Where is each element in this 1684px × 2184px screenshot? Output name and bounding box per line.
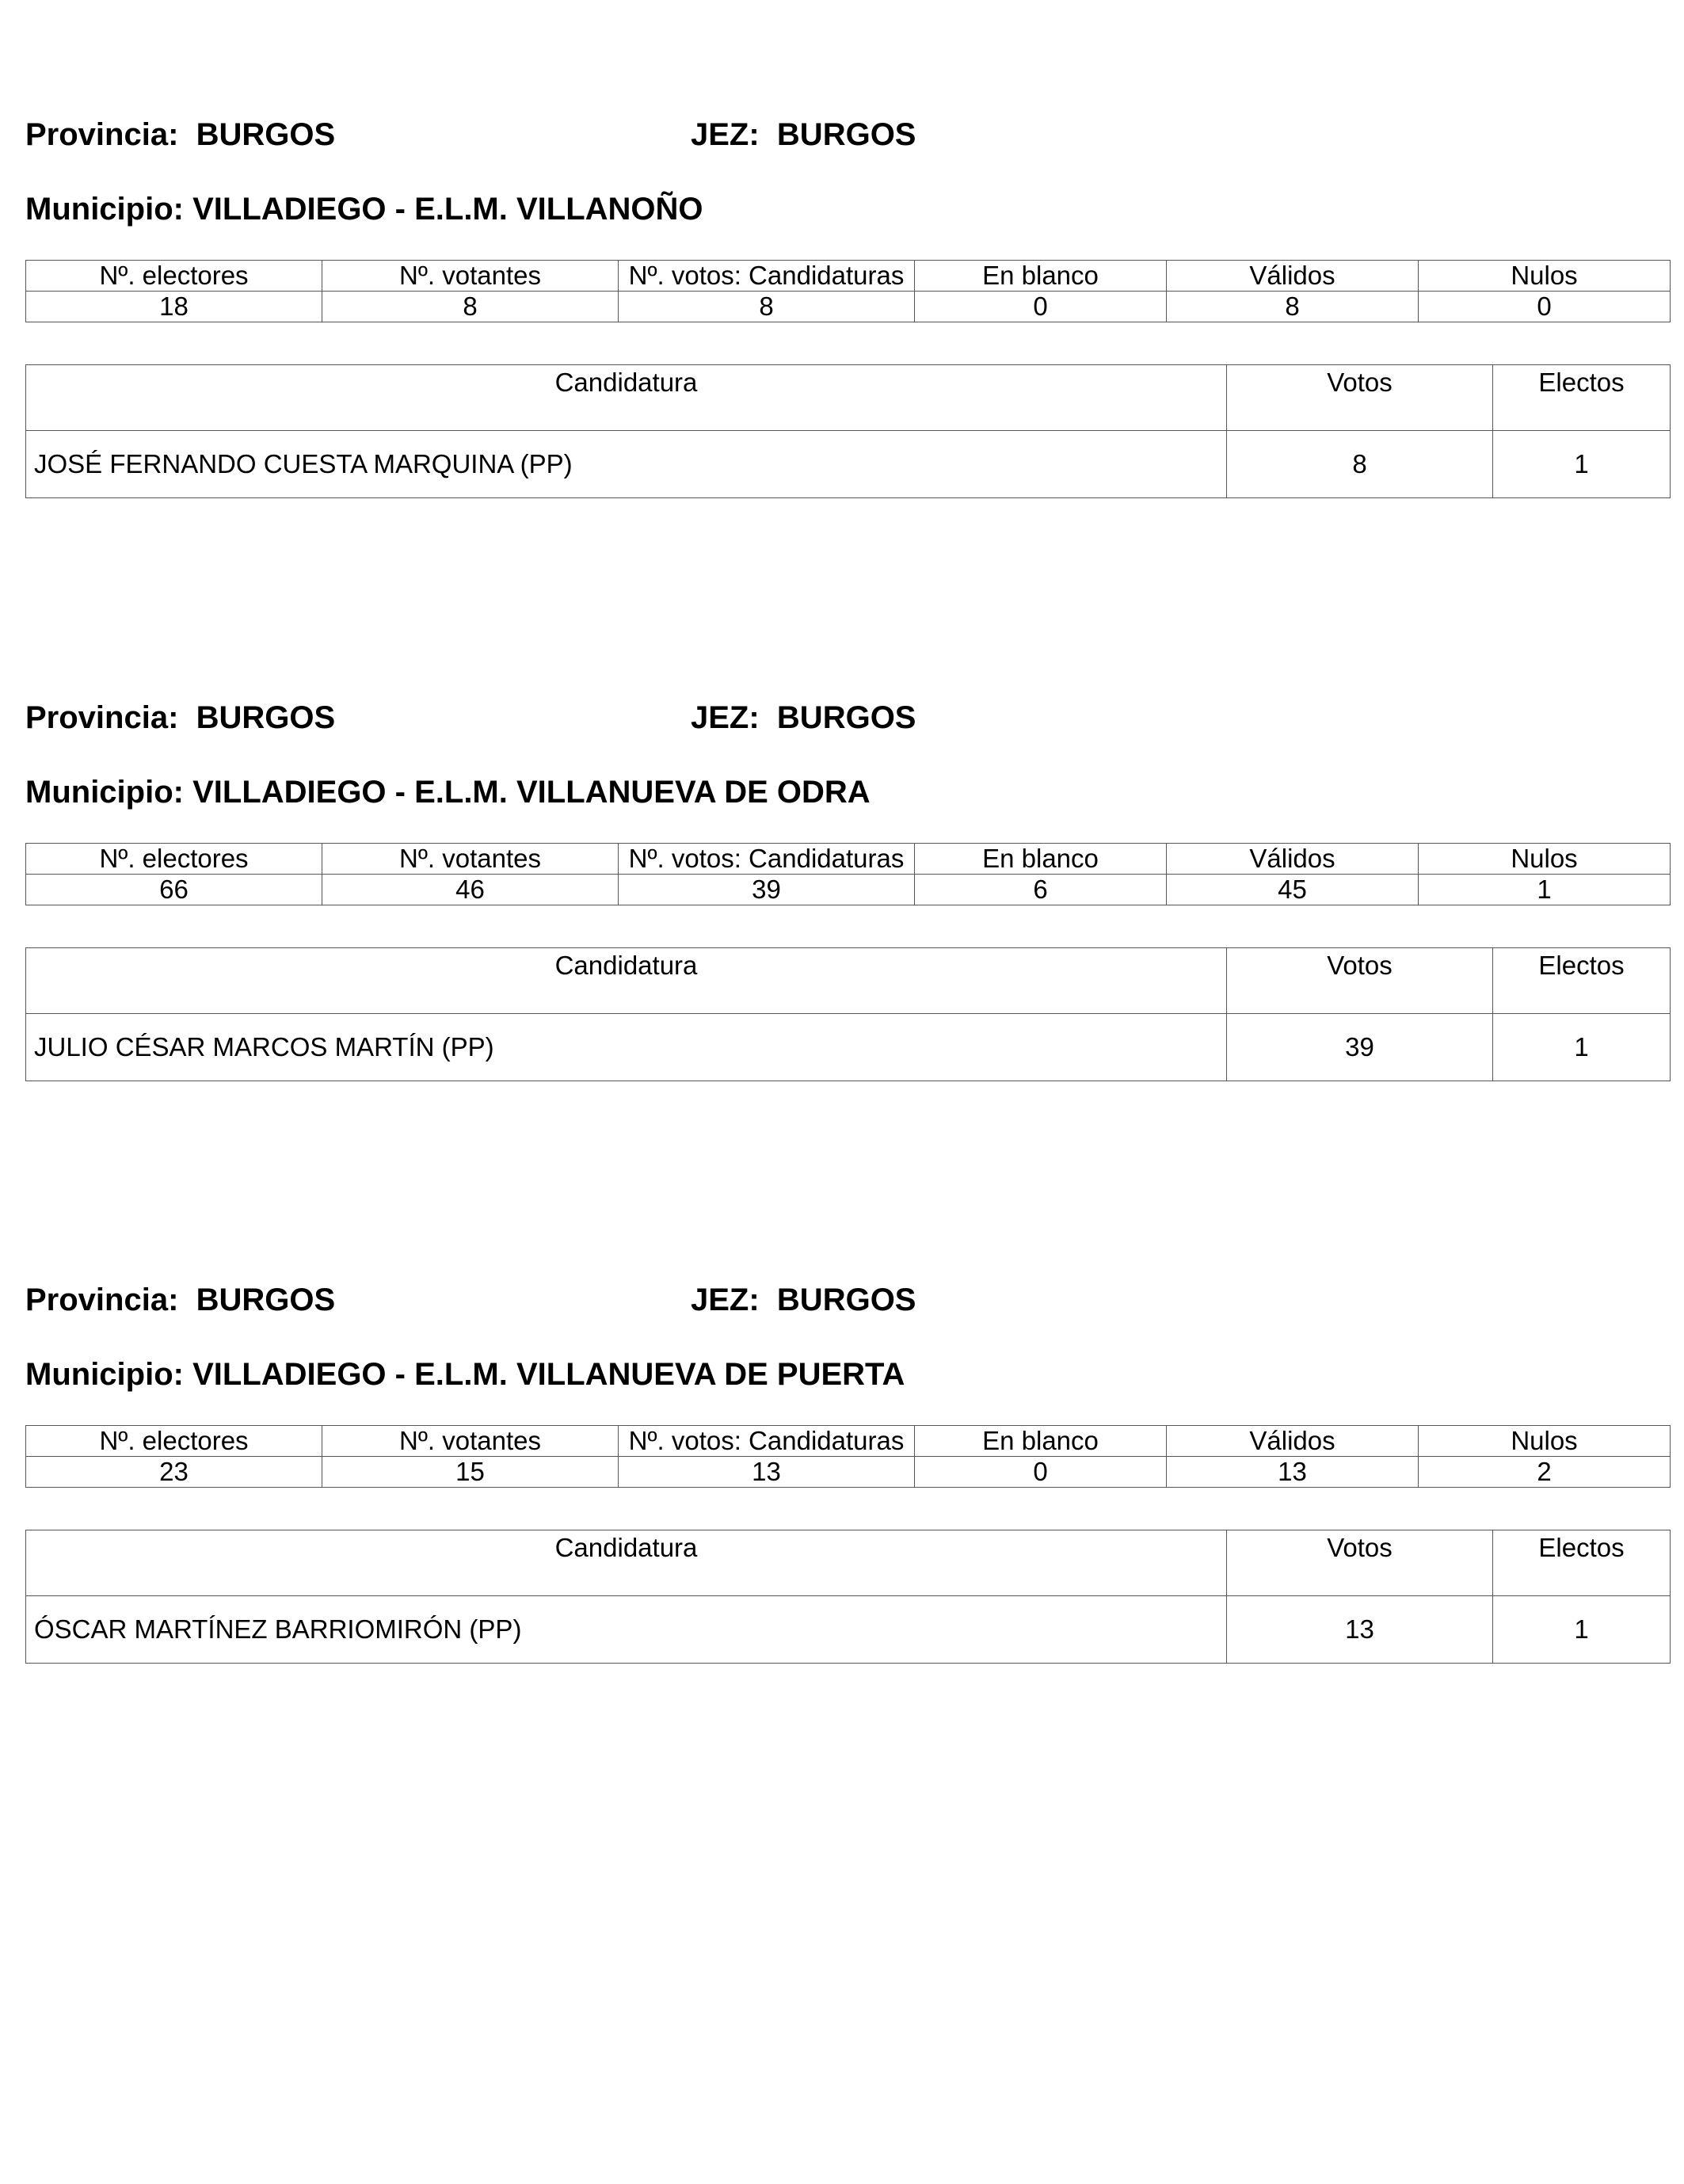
votos-candidaturas-header: Nº. votos: Candidaturas: [619, 1426, 915, 1457]
candidate-electos: 1: [1493, 1014, 1671, 1081]
en-blanco-value: 0: [915, 292, 1167, 322]
jez-heading: [691, 699, 916, 737]
result-section-3: [0, 1165, 1684, 1736]
validos-value: 8: [1167, 292, 1419, 322]
candidate-votos: 39: [1227, 1014, 1493, 1081]
candidatura-header: Candidatura: [26, 1530, 1227, 1596]
provincia-value: BURGOS: [196, 117, 336, 152]
municipio-heading: [25, 1355, 905, 1393]
votos-candidaturas-header: Nº. votos: Candidaturas: [619, 261, 915, 292]
electores-value: 23: [26, 1457, 322, 1488]
electores-header: Nº. electores: [26, 1426, 322, 1457]
result-section-2: [0, 583, 1684, 1153]
electos-header: Electos: [1493, 365, 1671, 431]
validos-header: Válidos: [1167, 844, 1419, 875]
candidate-row: [26, 1014, 1671, 1081]
votantes-value: 8: [322, 292, 619, 322]
electores-header: Nº. electores: [26, 844, 322, 875]
candidate-row: [26, 1596, 1671, 1664]
nulos-header: Nulos: [1419, 261, 1671, 292]
jez-heading: [691, 116, 916, 154]
stats-header-row: [26, 844, 1671, 875]
candidate-votos: 8: [1227, 431, 1493, 498]
validos-value: 45: [1167, 875, 1419, 905]
validos-header: Válidos: [1167, 1426, 1419, 1457]
provincia-value: BURGOS: [196, 700, 336, 735]
nulos-value: 0: [1419, 292, 1671, 322]
candidate-name: ÓSCAR MARTÍNEZ BARRIOMIRÓN (PP): [26, 1596, 1227, 1664]
stats-value-row: [26, 1457, 1671, 1488]
provincia-label: Provincia:: [25, 1283, 179, 1317]
candidates-header-row: [26, 1530, 1671, 1596]
candidate-name: JULIO CÉSAR MARCOS MARTÍN (PP): [26, 1014, 1227, 1081]
provincia-heading: [25, 699, 335, 737]
municipio-heading: [25, 773, 871, 811]
votantes-header: Nº. votantes: [322, 261, 619, 292]
candidates-header-row: [26, 365, 1671, 431]
candidates-table: [25, 364, 1671, 498]
nulos-header: Nulos: [1419, 1426, 1671, 1457]
stats-value-row: [26, 292, 1671, 322]
jez-value: BURGOS: [776, 117, 916, 152]
municipio-value: VILLADIEGO - E.L.M. VILLANUEVA DE PUERTA: [192, 1357, 905, 1392]
stats-value-row: [26, 875, 1671, 905]
validos-value: 13: [1167, 1457, 1419, 1488]
electores-header: Nº. electores: [26, 261, 322, 292]
votos-candidaturas-header: Nº. votos: Candidaturas: [619, 844, 915, 875]
votos-candidaturas-value: 8: [619, 292, 915, 322]
candidatura-header: Candidatura: [26, 948, 1227, 1014]
provincia-label: Provincia:: [25, 700, 179, 735]
nulos-header: Nulos: [1419, 844, 1671, 875]
votantes-header: Nº. votantes: [322, 1426, 619, 1457]
votantes-value: 46: [322, 875, 619, 905]
jez-label: JEZ:: [691, 1283, 760, 1317]
stats-header-row: [26, 1426, 1671, 1457]
municipio-label: Municipio:: [25, 775, 184, 810]
provincia-heading: [25, 1281, 335, 1319]
votantes-header: Nº. votantes: [322, 844, 619, 875]
candidate-row: [26, 431, 1671, 498]
votos-header: Votos: [1227, 365, 1493, 431]
en-blanco-header: En blanco: [915, 261, 1167, 292]
electos-header: Electos: [1493, 948, 1671, 1014]
electores-value: 66: [26, 875, 322, 905]
nulos-value: 2: [1419, 1457, 1671, 1488]
candidate-name: JOSÉ FERNANDO CUESTA MARQUINA (PP): [26, 431, 1227, 498]
candidatura-header: Candidatura: [26, 365, 1227, 431]
nulos-value: 1: [1419, 875, 1671, 905]
stats-table: [25, 843, 1671, 905]
provincia-label: Provincia:: [25, 117, 179, 152]
result-section-1: [0, 0, 1684, 570]
jez-value: BURGOS: [776, 700, 916, 735]
candidates-header-row: [26, 948, 1671, 1014]
candidate-electos: 1: [1493, 431, 1671, 498]
municipio-label: Municipio:: [25, 1357, 184, 1392]
stats-header-row: [26, 261, 1671, 292]
en-blanco-header: En blanco: [915, 1426, 1167, 1457]
electores-value: 18: [26, 292, 322, 322]
municipio-value: VILLADIEGO - E.L.M. VILLANOÑO: [192, 192, 703, 227]
electos-header: Electos: [1493, 1530, 1671, 1596]
candidates-table: [25, 947, 1671, 1081]
provincia-heading: [25, 116, 335, 154]
jez-label: JEZ:: [691, 117, 760, 152]
stats-table: [25, 1425, 1671, 1488]
candidate-votos: 13: [1227, 1596, 1493, 1664]
municipio-value: VILLADIEGO - E.L.M. VILLANUEVA DE ODRA: [192, 775, 871, 810]
votos-candidaturas-value: 13: [619, 1457, 915, 1488]
provincia-value: BURGOS: [196, 1283, 336, 1317]
votos-header: Votos: [1227, 1530, 1493, 1596]
candidates-table: [25, 1530, 1671, 1664]
stats-table: [25, 260, 1671, 322]
candidate-electos: 1: [1493, 1596, 1671, 1664]
en-blanco-value: 6: [915, 875, 1167, 905]
validos-header: Válidos: [1167, 261, 1419, 292]
jez-value: BURGOS: [776, 1283, 916, 1317]
en-blanco-value: 0: [915, 1457, 1167, 1488]
votantes-value: 15: [322, 1457, 619, 1488]
municipio-label: Municipio:: [25, 192, 184, 227]
jez-label: JEZ:: [691, 700, 760, 735]
jez-heading: [691, 1281, 916, 1319]
en-blanco-header: En blanco: [915, 844, 1167, 875]
votos-candidaturas-value: 39: [619, 875, 915, 905]
municipio-heading: [25, 190, 703, 228]
votos-header: Votos: [1227, 948, 1493, 1014]
